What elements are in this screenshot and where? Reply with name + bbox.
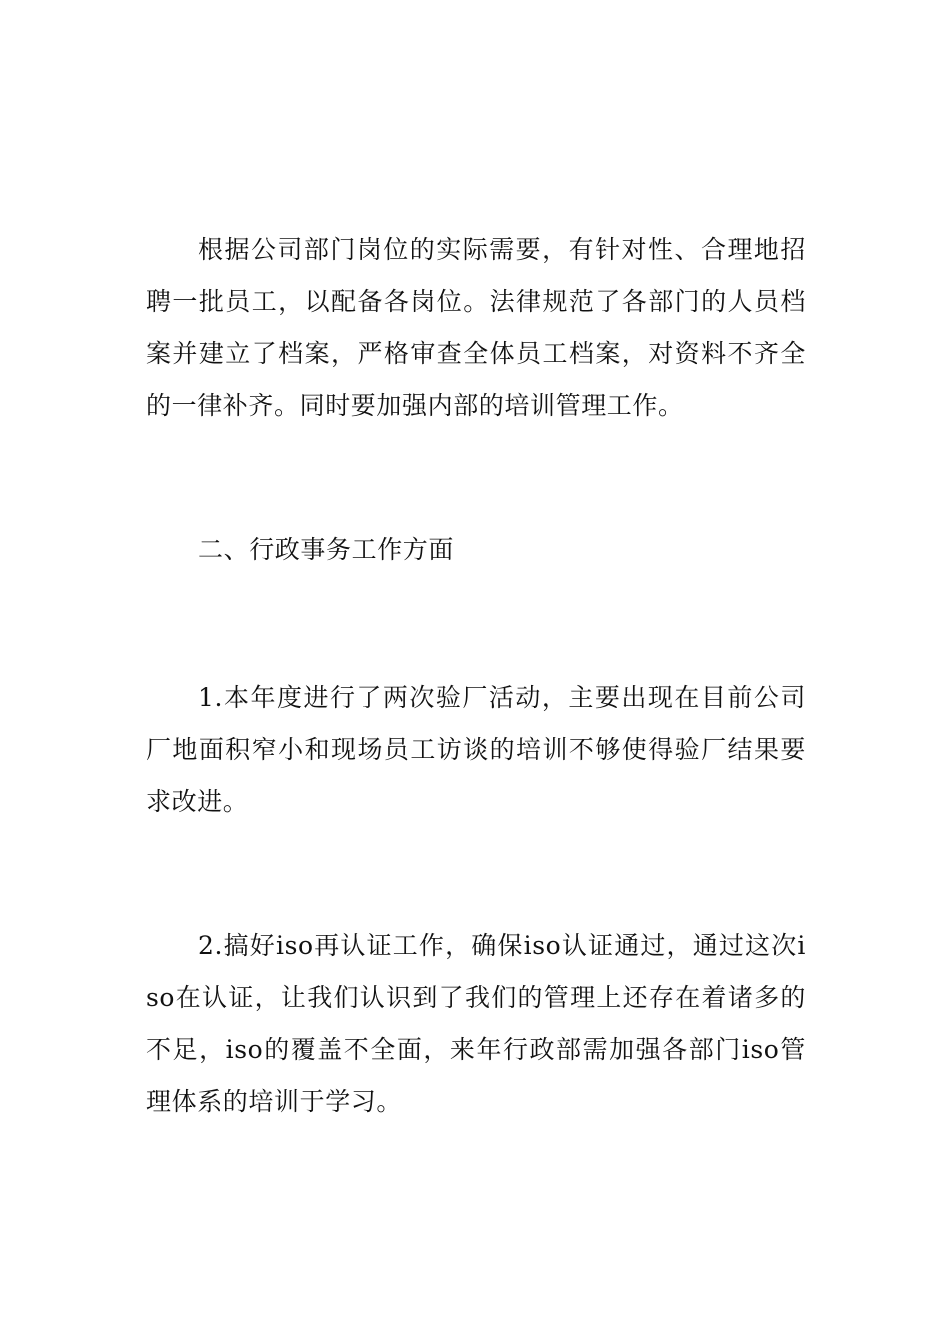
paragraph-factory-audit: 1.本年度进行了两次验厂活动，主要出现在目前公司厂地面积窄小和现场员工访谈的培训不够使得验厂结果要求改进。 [146, 683, 806, 816]
section-heading-administration: 二、行政事务工作方面 [198, 535, 455, 564]
paragraph-iso-certification: 2.搞好iso再认证工作，确保iso认证通过，通过这次iso在认证，让我们认识到了我们的管理上还存在着诸多的不足，iso的覆盖不全面，来年行政部需加强各部门iso管理体系的培训于学习。 [146, 931, 806, 1116]
paragraph-recruitment: 根据公司部门岗位的实际需要，有针对性、合理地招聘一批员工，以配备各岗位。法律规范了各部门的人员档案并建立了档案，严格审查全体员工档案，对资料不齐全的一律补齐。同时要加强内部的培训管理工作。 [146, 235, 806, 420]
